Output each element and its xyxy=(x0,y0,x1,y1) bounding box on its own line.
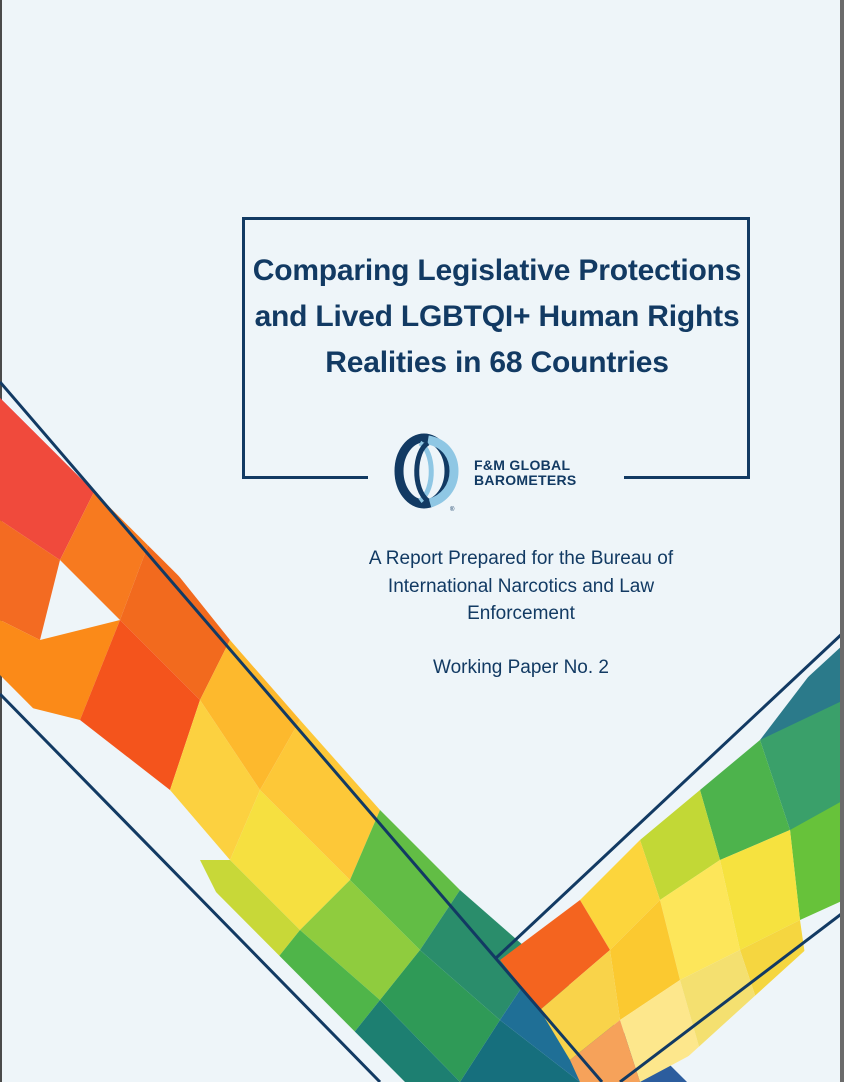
svg-text:®: ® xyxy=(450,507,455,513)
report-title: Comparing Legislative Protections and Lived LGBTQI+ Human Rights Realities in 68 Countries xyxy=(252,254,742,379)
right-rainbow-band xyxy=(500,630,844,1082)
working-paper-number: Working Paper No. 2 xyxy=(432,657,609,678)
logo-line-1: F&M GLOBAL xyxy=(474,457,571,473)
barometer-emblem-icon xyxy=(388,431,470,515)
logo-wordmark xyxy=(474,458,577,488)
fm-global-barometers-logo xyxy=(382,431,622,515)
page-edge-right xyxy=(840,0,844,1082)
report-subtitle: A Report Prepared for the Bureau of International Narcotics and Law Enforcement xyxy=(368,548,674,624)
logo-line-2: BAROMETERS xyxy=(474,472,577,488)
